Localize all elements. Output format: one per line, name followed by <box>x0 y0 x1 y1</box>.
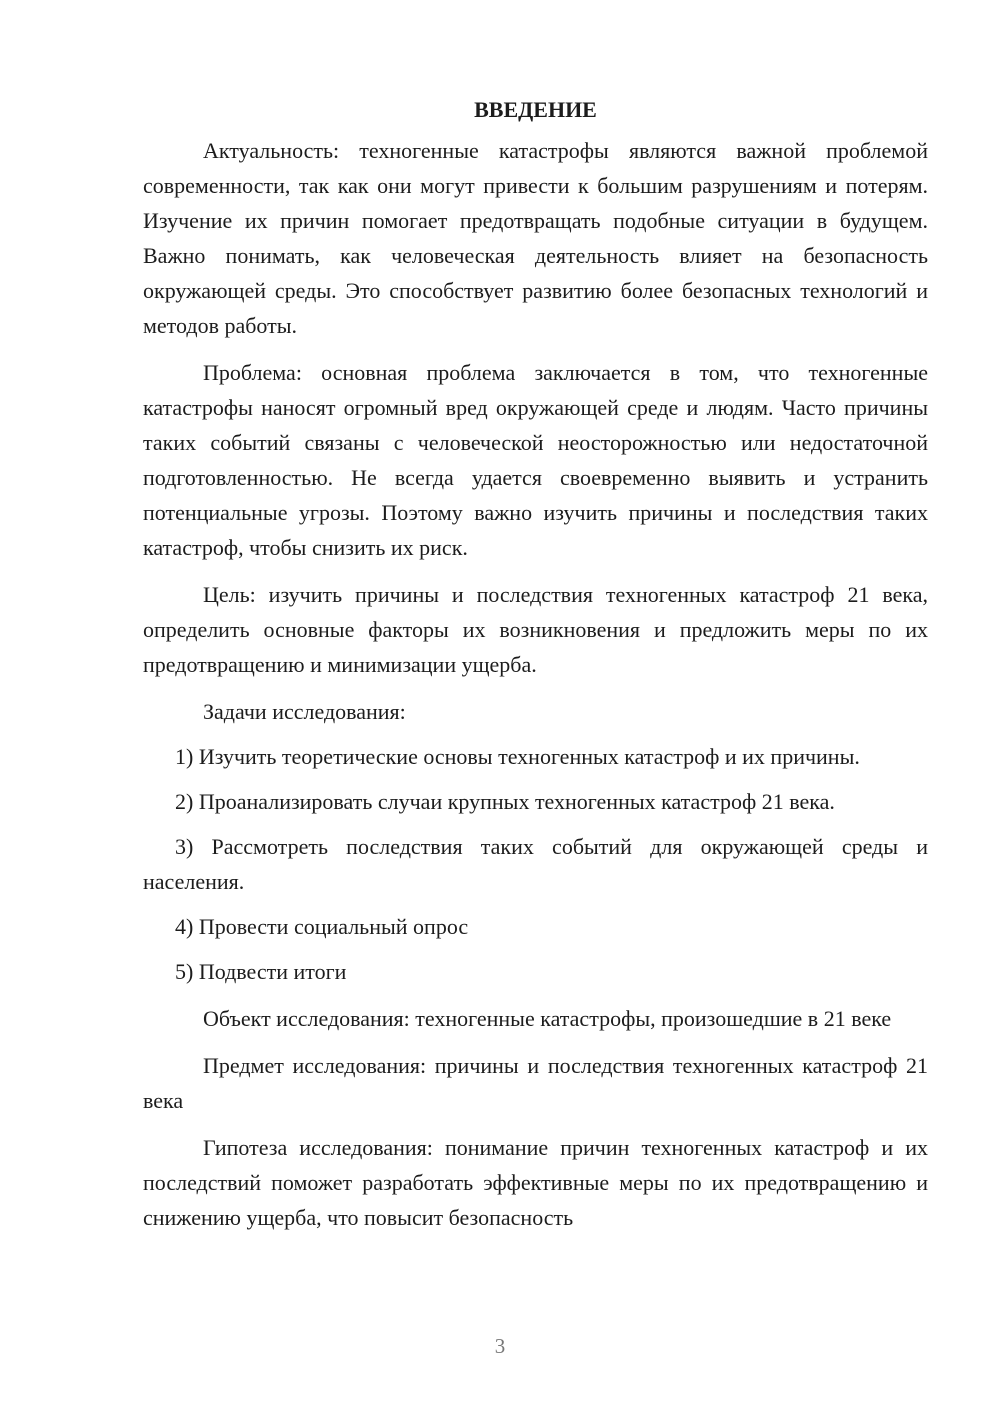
task-item-1: 1) Изучить теоретические основы техногенных катастроф и их причины. <box>175 744 860 769</box>
task-item-2: 2) Проанализировать случаи крупных техногенных катастроф 21 века. <box>175 789 835 814</box>
paragraph-relevance: Актуальность: техногенные катастрофы являются важной проблемой современности, так как они могут привести к большим разрушениям и потерям. Изучение их причин помогает предотвращать подобные ситуации в будущем. Важно понимать, как человеческая деятельность влияет на безопасность окружающей среды. Это способствует развитию более безопасных технологий и методов работы. <box>143 138 928 338</box>
task-item-4: 4) Провести социальный опрос <box>175 914 469 939</box>
document-page <box>143 92 928 1235</box>
paragraph-problem: Проблема: основная проблема заключается в том, что техногенные катастрофы наносят огромный вред окружающей среде и людям. Часто причины таких событий связаны с человеческой неосторожностью или недостаточной подготовленностью. Не всегда удается своевременно выявить и устранить потенциальные угрозы. Поэтому важно изучить причины и последствия таких катастроф, чтобы снизить их риск. <box>143 360 928 560</box>
section-title: ВВЕДЕНИЕ <box>474 97 597 122</box>
tasks-heading: Задачи исследования: <box>203 699 406 724</box>
task-item-5: 5) Подвести итоги <box>175 959 347 984</box>
page-number: 3 <box>494 1334 506 1358</box>
task-item-3: 3) Рассмотреть последствия таких событий для окружающей среды и населения. <box>143 834 928 894</box>
paragraph-hypothesis: Гипотеза исследования: понимание причин техногенных катастроф и их последствий поможет разработать эффективные меры по их предотвращению и снижению ущерба, что повысит безопасность <box>143 1135 928 1230</box>
paragraph-goal: Цель: изучить причины и последствия техногенных катастроф 21 века, определить основные факторы их возникновения и предложить меры по их предотвращению и минимизации ущерба. <box>143 582 928 677</box>
paragraph-object: Объект исследования: техногенные катастрофы, произошедшие в 21 веке <box>203 1006 892 1031</box>
paragraph-subject: Предмет исследования: причины и последствия техногенных катастроф 21 века <box>143 1053 928 1113</box>
